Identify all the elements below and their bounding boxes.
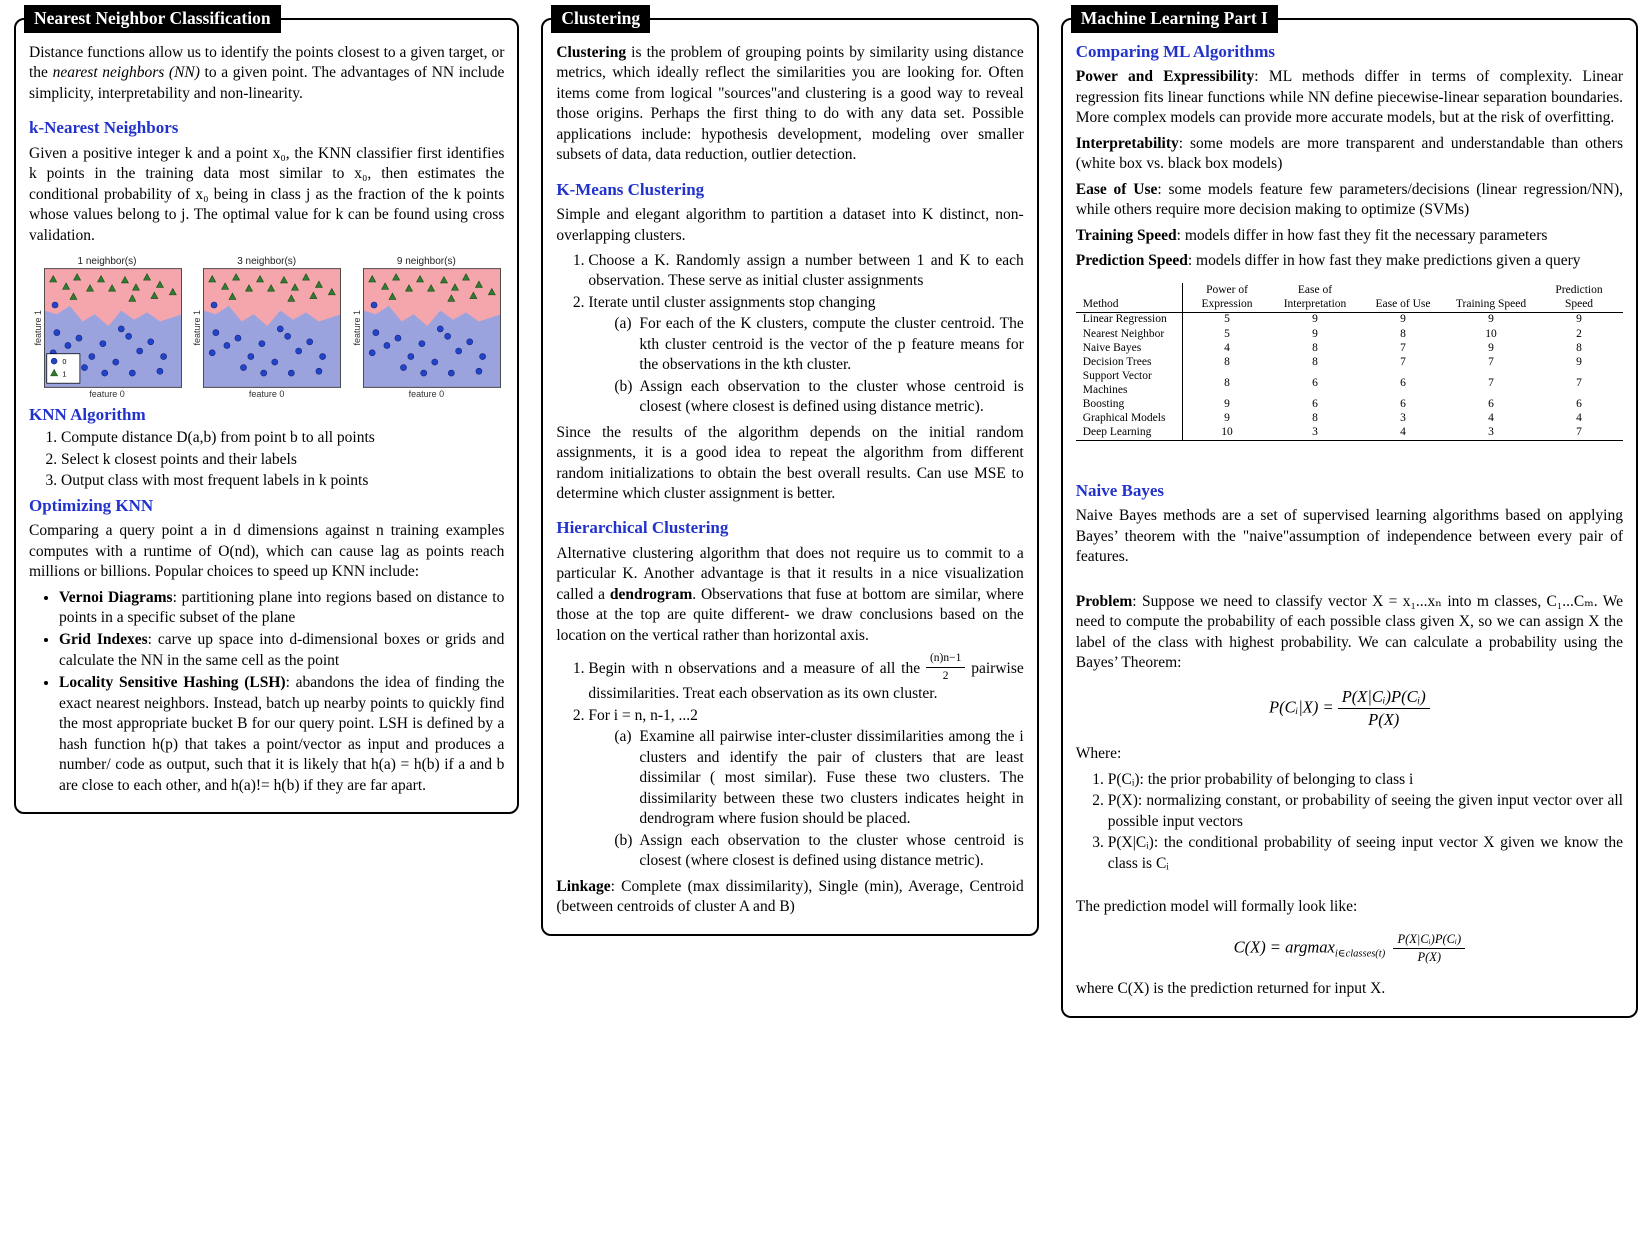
score-cell: 9 — [1312, 313, 1318, 326]
score-cell: 6 — [1400, 376, 1406, 389]
method-cell: Linear Regression — [1082, 313, 1167, 326]
knn-algorithm-steps — [29, 428, 504, 491]
score-cell: 5 — [1183, 327, 1272, 341]
score-cell: 7 — [1576, 426, 1582, 439]
table-row — [1076, 370, 1623, 397]
list-item: Assign each observation to the cluster whose centroid is closest (where closest is defined using distance metric). — [639, 377, 1024, 416]
bayes-theorem-formula: P(Cᵢ|X) = $\frac{\text{P(X|Cᵢ)P(Cᵢ)}}{P(X)}$ — [1076, 687, 1623, 730]
fraction: $\frac{\text{P(X|Cᵢ)P(Cᵢ)}}{P(X)}$ — [1338, 687, 1430, 730]
score-cell: 3 — [1400, 411, 1406, 424]
kmeans-substeps — [588, 314, 1023, 417]
list-item: 2. For i = n, n-1, ...2 Examine all pairwise inter-cluster dissimilarities among the i clusters and identify the pair of clusters that are least dissimilar ( most similar). Fuse these two clusters. The dissimilarity between these two clusters indicates height in dendrogram where fusion should be placed. Assign each observation to the cluster whose centroid is closest (where closest is defined using distance metric). — [588, 706, 1023, 872]
table-body — [1076, 312, 1623, 440]
paragraph: Where: — [1075, 745, 1122, 763]
list-item: • Grid Indexes: carve up space into d-dimensional boxes or grids and calculate the NN in the same cell as the point — [59, 630, 504, 671]
optimizing-knn-list — [29, 588, 504, 797]
paragraph: Alternative clustering algorithm that does not require us to commit to a particular K. Another advantage is that it results in a nice visualization called a dendrogram. Observations that fuse at bottom are similar, where those at the top are quite different- we draw conclusions based on the location on the vertical rather than horizontal axis. — [556, 544, 1024, 644]
list-item: For each of the K clusters, compute the cluster centroid. The kth cluster centroid is the vector of the p feature means for the observations in the kth cluster. — [639, 315, 1024, 374]
panel-title: Nearest Neighbor Classification — [24, 5, 281, 33]
score-cell: 7 — [1488, 376, 1494, 389]
score-cell: 6 — [1576, 397, 1582, 410]
score-cell: 8 — [1183, 356, 1272, 370]
method-cell: Boosting — [1082, 397, 1125, 410]
paragraph: The prediction model will formally look like: — [1075, 898, 1358, 916]
score-cell: 4 — [1576, 411, 1582, 424]
section-heading-naive-bayes: Naive Bayes — [1075, 480, 1165, 500]
paragraph: Clustering is the problem of grouping points by similarity using distance metrics, which ideally reflect the similarities you are looking for. Often items come from logical "sources"and clustering is a good way to reveal those origins. Perhaps the first thing to do with any data set. Possible applications include: hypothesis development, modeling over smaller subsets of data, data reduction, outlier detection. — [556, 44, 1024, 164]
plot-title: 1 neighbor(s) — [77, 256, 137, 268]
score-cell: 7 — [1400, 341, 1406, 354]
list-item: 3. P(X|Cᵢ): the conditional probability of seeing input vector X given we know the class is Cᵢ — [1108, 833, 1623, 874]
list-item: Assign each observation to the cluster whose centroid is closest (where closest is defined using distance metric). — [639, 831, 1024, 870]
list-item: Examine all pairwise inter-cluster dissimilarities among the i clusters and identify the pair of clusters that are least dissimilar ( most similar). Fuse these two clusters. The dissimilarity between these two clusters indicates height in dendrogram where fusion should be placed. — [639, 728, 1024, 828]
section-heading-kmeans: K-Means Clustering — [556, 179, 705, 199]
score-cell: 8 — [1400, 327, 1406, 340]
table-row — [1076, 411, 1623, 425]
paragraph: where C(X) is the prediction returned for input X. — [1075, 979, 1386, 997]
paragraph: Since the results of the algorithm depends on the initial random assignments, it is a good idea to repeat the algorithm from different random initializations to obtain the best overall results. Can use MSE to determine which cluster assignment is better. — [556, 423, 1024, 502]
fraction: $\frac{(n)n-1}{2}$ — [926, 651, 965, 684]
paragraph: Ease of Use: some models feature few parameters/decisions (linear regression/NN), while others require more decision making to optimize (SVMs) — [1075, 180, 1623, 219]
method-cell: Support Vector Machines — [1082, 370, 1152, 396]
emphasis: nearest neighbors (NN) — [52, 64, 200, 82]
score-cell: 8 — [1312, 341, 1318, 354]
score-cell: 3 — [1312, 426, 1318, 439]
panel-title: Clustering — [551, 5, 650, 33]
paragraph: Naive Bayes methods are a set of supervised learning algorithms based on applying Bayes’ theorem with the "naive"assumption of independence between every pair of features. — [1075, 507, 1623, 566]
table-row — [1076, 397, 1623, 411]
section-heading-knn: k-Nearest Neighbors — [29, 118, 179, 138]
score-cell: 4 — [1488, 411, 1494, 424]
column-header: Power of Expression — [1183, 283, 1272, 312]
knn-plot-svg — [44, 268, 182, 388]
column-header: Prediction Speed — [1555, 284, 1603, 310]
paragraph: Problem: Suppose we need to classify vector X = x₁...xₙ into m classes, C₁...Cₘ. We need to compute the probability of each possible class given X, so we can assign X the label of the class with highest probability. We can calculate a probability using the Bayes’ Theorem: — [1075, 592, 1623, 671]
paragraph: Interpretability: some models are more transparent and understandable than others (white box vs. black box models) — [1075, 134, 1623, 173]
list-item: • Locality Sensitive Hashing (LSH): abandons the idea of finding the exact nearest neighbors. Instead, batch up nearby points to quickly find the most appropriate bucket B for our query point. LSH is defined by a hash function h(p) that takes a point/vector as input and produces a number/ code as output, such that it is likely that h(a) = h(b) if a and b are close to each other, and h(a)!= h(b) if they are far apart. — [59, 673, 504, 796]
score-cell: 7 — [1400, 356, 1406, 369]
plot-title: 9 neighbor(s) — [396, 256, 456, 268]
method-cell: Deep Learning — [1082, 426, 1152, 439]
x-axis-label: feature 0 — [248, 389, 285, 400]
knn-plot-svg — [363, 268, 501, 388]
list-item: 2. P(X): normalizing constant, or probability of seeing the given input vector over all possible input vectors — [1108, 791, 1623, 832]
table-row — [1076, 356, 1623, 370]
section-heading-optimizing-knn: Optimizing KNN — [29, 495, 154, 515]
list-item: 1. Compute distance D(a,b) from point b to all points — [61, 428, 504, 448]
list-item: 3. Output class with most frequent labels in k points — [61, 471, 504, 491]
score-cell: 5 — [1183, 312, 1272, 327]
table-row — [1076, 312, 1623, 327]
score-cell: 8 — [1576, 341, 1582, 354]
x-axis-label: feature 0 — [89, 389, 125, 400]
table-row — [1076, 341, 1623, 355]
paragraph: Prediction Speed: models differ in how fast they make predictions given a query — [1075, 252, 1581, 270]
score-cell: 9 — [1488, 313, 1494, 326]
score-cell: 7 — [1576, 376, 1582, 389]
knn-figure — [29, 256, 504, 399]
column-header: Ease of Interpretation — [1283, 284, 1347, 310]
paragraph: Linkage: Complete (max dissimilarity), Single (min), Average, Centroid (between centroids of cluster A and B) — [556, 877, 1024, 915]
score-cell: 4 — [1183, 341, 1272, 355]
method-cell: Naive Bayes — [1082, 341, 1142, 354]
score-cell: 6 — [1312, 376, 1318, 389]
plot-title: 3 neighbor(s) — [237, 256, 297, 268]
kmeans-steps — [556, 251, 1023, 418]
paragraph: Training Speed: models differ in how fast they fit the necessary parameters — [1075, 226, 1548, 244]
argmax-subscript: i∈classes(t) — [1334, 948, 1386, 960]
panel-nearest-neighbor — [14, 8, 519, 814]
score-cell: 9 — [1183, 411, 1272, 425]
y-axis-label: feature 1 — [351, 310, 362, 346]
score-cell: 4 — [1400, 426, 1406, 439]
x-axis-label: feature 0 — [408, 389, 445, 400]
paragraph: Given a positive integer k and a point x₀, the KNN classifier first identifies k points in the training data most similar to x₀, then estimates the conditional probability of x₀ being in class j as the fraction of the k points whose values belong to j. The optimal value for k can be found using cross validation. — [29, 144, 505, 244]
panel-ml-part1 — [1061, 8, 1638, 1018]
section-heading-hierarchical: Hierarchical Clustering — [556, 518, 729, 538]
list-item: • Vernoi Diagrams: partitioning plane into regions based on distance to points in a specific subset of the plane — [59, 588, 504, 629]
paragraph: Comparing a query point a in d dimensions against n training examples computes with a runtime of O(nd), which can cause lag as points reach millions or billions. Popular choices to speed up KNN include: — [29, 522, 505, 581]
score-cell: 9 — [1488, 341, 1494, 354]
score-cell: 10 — [1183, 426, 1272, 441]
list-item: 1. Begin with n observations and a measure of all the $\frac{(n)n-1}{2}$ pairwise dissimilarities. Treat each observation as its own cluster. — [588, 651, 1023, 705]
y-axis-label: feature 1 — [192, 310, 203, 346]
score-cell: 9 — [1312, 327, 1318, 340]
hierarchical-steps — [556, 651, 1023, 871]
knn-plot-3 — [189, 256, 345, 399]
paragraph: Distance functions allow us to identify the points closest to a given target, or the nearest neighbors (NN) to a given point. The advantages of NN include simplicity, interpretability and non-linearity. — [29, 44, 505, 102]
score-cell: 3 — [1488, 426, 1494, 439]
score-cell: 2 — [1576, 327, 1582, 340]
prediction-model-formula: C(X) = argmax$_{i\in classes(t)}$ $\frac{\text{P(X|Cᵢ)P(Cᵢ)}}{P(X)}$ — [1076, 932, 1623, 965]
score-cell: 8 — [1183, 370, 1272, 397]
paragraph: Power and Expressibility: ML methods differ in terms of complexity. Linear regression fits linear functions while NN define piecewise-linear separation boundaries. More complex models can provide more accurate models, but at the risk of overfitting. — [1075, 68, 1623, 127]
knn-plot-1 — [29, 256, 185, 399]
section-heading-knn-algorithm: KNN Algorithm — [29, 405, 146, 425]
bayes-terms-list — [1076, 770, 1623, 874]
score-cell: 9 — [1183, 397, 1272, 411]
panel-clustering — [541, 8, 1038, 936]
method-cell: Decision Trees — [1082, 356, 1152, 369]
column-header: Training Speed — [1455, 297, 1527, 310]
score-cell: 9 — [1400, 313, 1406, 326]
score-cell: 9 — [1576, 313, 1582, 326]
paragraph: Simple and elegant algorithm to partition a dataset into K distinct, non-overlapping clusters. — [556, 206, 1024, 244]
hierarchical-substeps — [588, 727, 1023, 871]
fraction: $\frac{\text{P(X|Cᵢ)P(Cᵢ)}}{P(X)}$ — [1393, 932, 1465, 965]
score-cell: 8 — [1312, 411, 1318, 424]
panel-title: Machine Learning Part I — [1071, 5, 1278, 33]
column-header: Method — [1082, 297, 1119, 310]
table-row — [1076, 426, 1623, 441]
score-cell: 6 — [1488, 397, 1494, 410]
score-cell: 6 — [1312, 397, 1318, 410]
score-cell: 8 — [1312, 356, 1318, 369]
knn-plot-9 — [348, 256, 504, 399]
method-cell: Graphical Models — [1082, 411, 1166, 424]
section-heading-comparing: Comparing ML Algorithms — [1075, 42, 1276, 61]
knn-plot-svg — [203, 268, 341, 388]
score-cell: 6 — [1400, 397, 1406, 410]
list-item: 1. Choose a K. Randomly assign a number between 1 and K to each observation. These serve as initial cluster assignments — [588, 251, 1023, 292]
column-header: Ease of Use — [1375, 297, 1431, 310]
method-cell: Nearest Neighbor — [1082, 327, 1165, 340]
score-cell: 7 — [1488, 356, 1494, 369]
list-item: 2. Iterate until cluster assignments stop changing For each of the K clusters, compute the cluster centroid. The kth cluster centroid is the vector of the p feature means for the observations in the kth cluster. Assign each observation to the cluster whose centroid is closest (where closest is defined using distance metric). — [588, 293, 1023, 418]
y-axis-label: feature 1 — [32, 310, 43, 346]
list-item: 1. P(Cᵢ): the prior probability of belonging to class i — [1108, 770, 1623, 790]
table-header-row — [1076, 283, 1623, 312]
list-item: 2. Select k closest points and their labels — [61, 450, 504, 470]
ml-comparison-table — [1076, 283, 1623, 440]
table-row — [1076, 327, 1623, 341]
score-cell: 9 — [1576, 356, 1582, 369]
score-cell: 10 — [1485, 327, 1497, 340]
